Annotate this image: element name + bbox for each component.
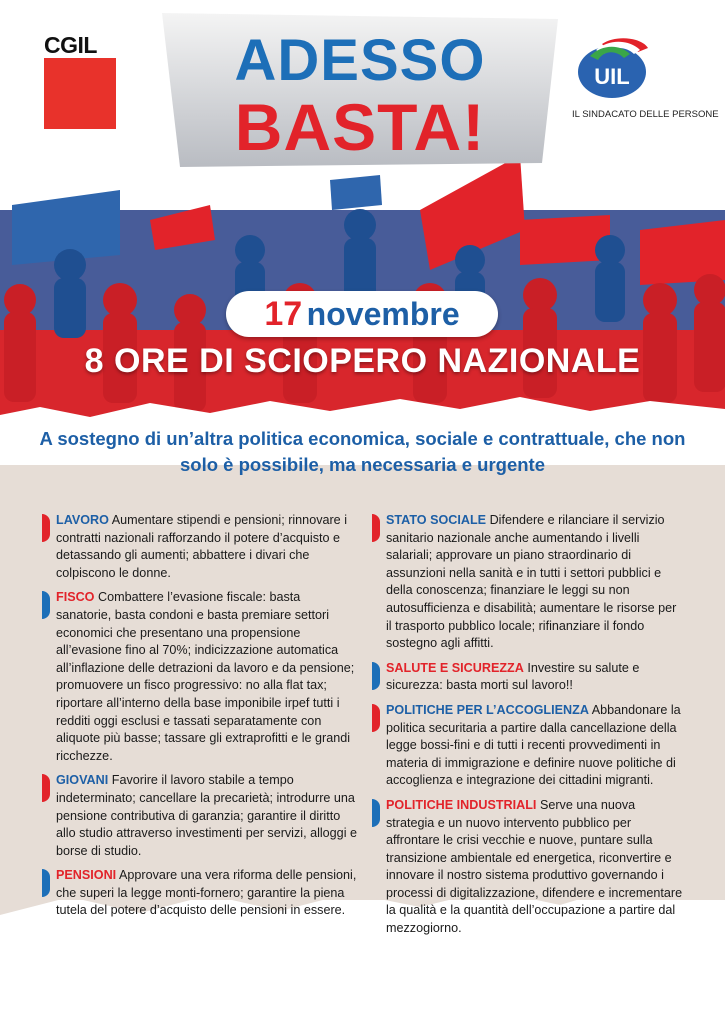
item-title: POLITICHE PER L’ACCOGLIENZA (386, 702, 589, 717)
date-badge (226, 291, 498, 337)
bullet-marker (42, 514, 50, 542)
bullet-marker (42, 869, 50, 897)
uil-logo (572, 34, 719, 120)
item-title: GIOVANI (56, 773, 109, 788)
bullet-marker (42, 591, 50, 619)
bullet-marker (42, 774, 50, 802)
bullet-marker (372, 662, 380, 690)
item-text: Abbandonare la politica securitaria a partire dalla cancellazione della legge bossi-fini e di tutti i recenti provvedimenti in materia di immigrazione e definire nuove politiche di accoglienza e integrazione dei cittadini migranti. (386, 702, 681, 788)
item-title: PENSIONI (56, 868, 117, 883)
item-title: LAVORO (56, 513, 109, 527)
demand-item-lavoro (42, 512, 357, 582)
item-text: Favorire il lavoro stabile a tempo indeterminato; cancellare la precarietà; introdurre una pensione contributiva di garanzia; garantire il diritto allo studio attraverso investimenti per servizi, alloggi e borse di studio. (56, 773, 357, 858)
uil-caption: IL SINDACATO DELLE PERSONE (572, 109, 719, 120)
item-text: Difendere e rilanciare il servizio sanitario nazionale anche aumentando i livelli salariali; approvare un piano straordinario di assunzioni nella sanità e in tutti i settori pubblici e della conoscenza; finanziare le leggi su non autosufficienza e disabilità; aumentare le risorse per il trasporto pubblico locale; rifinanziare il fondo sostegno agli affitti. (386, 513, 677, 651)
item-text: Combattere l’evasione fiscale: basta sanatorie, basta condoni e basta premiare settori economici che presentano una propensione all’evasione fino al 70%; indicizzazione automatica all’inflazione delle detrazioni da lavoro e da pensione; promuovere un fisco progressivo: no alla flat tax; riportare all’interno della base imponibile irpef tutti i redditi oggi esclusi e tassati separatamente con aliquote più basse; tassare gli extraprofitti e le grandi ricchezze. (56, 590, 355, 763)
left-column (42, 512, 357, 927)
date-month: novembre (306, 296, 460, 332)
date-day: 17 (264, 295, 303, 333)
bullet-marker (372, 514, 380, 542)
right-column (372, 512, 685, 945)
uil-logo-text: UIL (594, 64, 630, 89)
title-banner (162, 13, 558, 167)
title-line-1: ADESSO (234, 28, 486, 93)
item-text: Approvare una vera riforma delle pensioni, che superi la legge monti-fornero; garantire la piena tutela del potere d’acquisto delle pensioni in essere. (56, 868, 357, 918)
demand-item-industriali (372, 797, 685, 938)
bullet-marker (372, 799, 380, 827)
headline: 8 ORE DI SCIOPERO NAZIONALE (84, 342, 641, 380)
title-line-2: BASTA! (234, 90, 486, 164)
item-text: Aumentare stipendi e pensioni; rinnovare i contratti nazionali rafforzando il potere d’acquisto e detassando gli aumenti; abbattere i divari che colpiscono le donne. (56, 513, 347, 580)
uil-emblem-icon (572, 34, 652, 100)
demand-item-stato-sociale (372, 512, 685, 653)
demand-item-salute (372, 660, 685, 695)
item-text: Serve una nuova strategia e un nuovo intervento pubblico per affrontare le crisi vecchie e nuove, puntare sulla transizione ambientale ed energetica, riconvertire e innovare il nostro sistema produttivo governando i processi di digitalizzazione, difendere e incrementare la qualità e la quantità dell’occupazione a partire dal mezzogiorno. (386, 797, 683, 936)
demand-item-accoglienza (372, 702, 685, 790)
demand-item-pensioni (42, 867, 357, 920)
item-title: STATO SOCIALE (386, 513, 487, 527)
item-text: Investire su salute e sicurezza: basta morti sul lavoro!! (386, 660, 640, 693)
cgil-logo-square (44, 58, 116, 129)
bullet-marker (372, 704, 380, 732)
item-title: SALUTE E SICUREZZA (386, 660, 524, 675)
cgil-logo (44, 34, 116, 129)
item-title: FISCO (56, 590, 95, 605)
subtitle: A sostegno di un’altra politica economica, sociale e contrattuale, che non solo è possibile, ma necessaria e urgente (39, 428, 686, 475)
item-title: POLITICHE INDUSTRIALI (386, 797, 537, 812)
cgil-logo-text: CGIL (44, 32, 97, 58)
demand-item-giovani (42, 772, 357, 860)
demand-item-fisco (42, 589, 357, 765)
